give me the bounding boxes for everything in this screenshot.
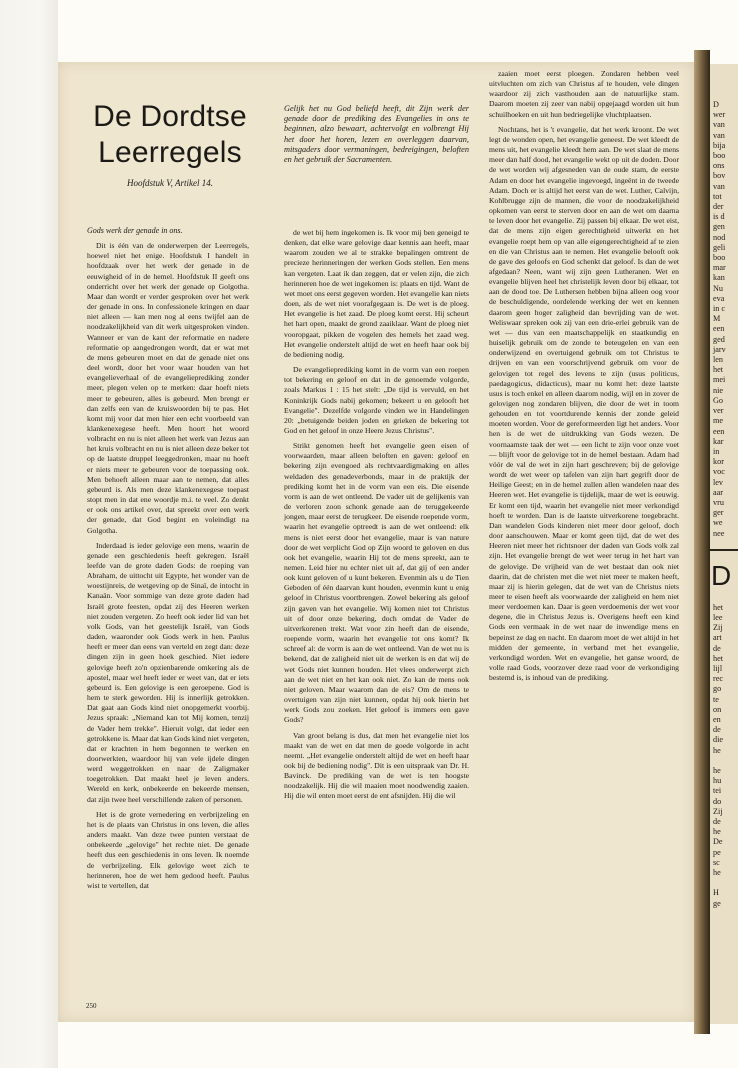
- paragraph: Strikt genomen heeft het evangelie geen eisen of voorwaarden, maar alleen beloften en gaven: geloof en bekering zijn evengoed als rechtvaardigmaking en alles weldaden des genadeverbonds, maar in de praktijk der prediking komt het in de vorm van een eis. Die eisende vorm is aan de wet ontleend. De vader uit de gelijkenis van de verloren zoon schonk genade aan de teruggekeerde jongen, maar eerst de terugkeer. De eisende roepende vorm, waarin het evangelie optreedt is aan de wet ontleend: elk mens is niet eerst door het evangelie, maar is van nature door de wet verplicht God op Zijn woord te geloven en dus ook het evangelie, waarin Hij tot de mens spreekt, aan te nemen. Leid hier nu echter niet uit af, dat gij of een ander ook kunt geloven of u kunt bekeren. Evenmin als u de Tien Geboden of één daarvan kunt houden, evenmin kunt u enig geloof in Christus voortbrengen. Zowel bekering als geloof zijn gaven van het evangelie. Wij komen niet tot Christus uit of door onze bekering, doch omdat de Vader de uitverkorenen trekt. Wat voor zin heeft dan de eisende, roepende vorm, waarin het evangelie tot ons komt? Ik schreef al: de vorm is aan de wet ontleend. Van de wet nu is bekend, dat de zaligheid niet uit de werken is en dat wij de wet Gods niet kunnen houden. Het vlees onderwerpt zich aan de wet niet en het kan ook niet. Zo kan de mens ook niet geloven. Maar waarom dan de eis? Om de mens te overtuigen van zijn niet kunnen, opdat hij ook hierin het werk Gods zou zoeken. Het geloof is immers een gave Gods?: [284, 441, 469, 725]
- next-page-fragment: de: [713, 643, 721, 653]
- next-page-fragment: die: [713, 735, 724, 745]
- next-page-fragment: ged: [713, 334, 725, 344]
- next-page-fragment: nod: [713, 232, 726, 242]
- next-page-fragment: het: [713, 365, 724, 375]
- paragraph: Inderdaad is ieder gelovige een mens, waarin de genade een geschiedenis heeft gekregen. Israël leefde van de grote daden Gods: de roeping van Abraham, de uittocht uit Egypte, het wonder van de woestijnreis, de wetgeving op de Sinaï, de intocht in Kanaän. Voor sommige van deze grote daden had Israël grote feesten, opdat zij des Heeren werken niet zouden vergeten. Zo heeft ook ieder lid van het volk Gods, van het geestelijk Israël, van Gods daden, waaronder ook Gods werk in hen. Paulus heeft er meer dan eens van verteld en zegt dan: deze dingen zijn in geen hoek geschied. Niet iedere gelovige heeft zo'n opzienbarende omkering als de apostel, maar wel heeft ieder er weet van, dat er iets gebeurd is. Een gelovige is een geroepene. God is hem te sterk geworden. Hij is innerlijk getrokken. Dat gaat aan Gods kind niet onopgemerkt voorbij. Jezus spraak: „Niemand kan tot Mij komen, tenzij de Vader hem trekke". Hieruit volgt, dat ieder een getrokkene is. Maar dat kan Gods kind niet vergeten, dat er krachten in hem begonnen te werken en doorwerkten, waardoor hij van vele ijdele dingen werd weggetrokken en naar de Zaligmaker toegetrokken. Dat maakt heel je leven anders. Wereld en kerk, onbekeerde en bekeerde mensen, dat zijn twee heel verschillende zaken of personen.: [87, 540, 249, 804]
- paragraph: De evangelieprediking komt in de vorm van een roepen tot bekering en geloof en dat in de genoemde volgorde, zoals Markus 1 : 15 het stelt: „De tijd is vervuld, en het Koninkrijk Gods nabij gekomen; bekeert u en gelooft het Evangelie". Dezelfde volgorde vinden we in Handelingen 20: „betuigende beiden joden en grieken de bekering tot God en het geloof in onze Heere Jezus Christus".: [284, 365, 469, 435]
- paragraph: Nochtans, het is 't evangelie, dat het werk kroont. De wet legt de wonden open, het evangelie geneest. De wet kleedt de mens uit, het evangelie kleedt hem aan. De wet slaat de mens meer dan half dood, het evangelie wekt op uit de doden. Door de wet worden wij afgesneden van de oude stam, de eerste Adam en door het evangelie ingevoegd, ingeënt in de tweede Adam. Doch er is altijd het eerst van de wet. Luther, Calvijn, Kohlbrugge zijn de mannen, die voor de noodzakelijkheid opkomen van eerst te sterven door en aan de wet om daarna te leven door het evangelie. Zij passen bij elkaar. De wet eist, dat de mens zijn eigen gerechtigheid uitwerkt en het evangelie roept hem op van alle eigengerechtigheid af te zien en die van Christus aan te nemen. Het evangelie belooft ook de gave des geloofs en God schenkt dat geloof. Is dan de wet afgedaan? Neen, want wij zijn geen Lutheranen. Wet en evangelie blijven heel het christelijk leven door bij elkaar, tot aan de dood toe. De Luthersen hebben bijna alleen oog voor de beschuldigende, oordelende werking der wet en kennen daarom geen hoger zaligheid dan bevrijding van de wet. Weliswaar spreken ook zij van een drie-erlei gebruik van de wet — dus van een maatschappelijk en staatkundig en huiselijk gebruik om de zonde te beteugelen en van een onderwijzend en overtuigend gebruik om tot Christus te drijven en van een voorschrijvend gebruik om voor de gelovigen tot regel des levens te zijn (usus politicus, paedagogicus, didacticus), maar nu komt het: deze laatste usus is toch enkel en alleen daarom nodig, wijl en in zover de gelovigen nog zondaren blijven, die door de wet in toom gehouden en tot voortdurende kennis der zonde geleid moeten worden. Voor de gereformeerden ligt het anders. Voor hen is de wet de uitdrukking van Gods wezen. De voornaamste taak der wet — een licht te zijn voor onze voet — blijft voor de gelovige tot in de hemel bestaan. Adam had vóór de val de wet in zijn hart geschreven; bij de gelovige wordt de wet weer op tafelen van zijn hart gegrift door de Heilige Geest; en in de hemel zullen allen wandelen naar des Heeren wet. Het evangelie is tijdelijk, maar de wet is eeuwig. Er komt een tijd, waarin het evangelie niet meer verkondigd hoeft te worden. Dan is de laatste uitverkorene toegebracht. Dan wandelen Gods kinderen niet meer door geloof, doch door aanschouwen. Maar er komt geen tijd, dat de wet des Heeren niet meer het richtsnoer der daden van Gods volk zal zijn. Het evangelie brengt de wet weer terug in het hart van de gelovige. De vrijheid van de wet bestaat dan ook niet daarin, dat de christen met die wet niet meer te maken heeft, maar zij is hierin gelegen, dat de wet van de Christus niets meer te eisen heeft als voorwaarde der zaligheid en hem niet meer verdoemen kan. Daar is geen verdoemenis der wet voor degene, die in Christus Jezus is. Overigens heeft een kind Gods een vermaak in de wet naar de inwendige mens en bepeinst ze dag en nacht. En daarom moet de wet altijd in het midden der gemeente, in verband met het evangelie, verkondigd worden. Wet en evangelie, het ganse woord, de volle raad Gods, voorzover deze raad voor de verkondiging bestemd is, is inhoud van de prediking.: [489, 124, 679, 683]
- next-page-fragment: [710, 756, 738, 766]
- next-page-edge: [710, 64, 738, 1024]
- next-page-fragment: het: [713, 653, 724, 663]
- next-page-big-letter: D: [711, 559, 732, 591]
- next-page-fragment: van: [713, 120, 725, 130]
- magazine-page: [58, 62, 694, 1022]
- next-page-fragment: Go: [713, 395, 724, 405]
- next-page-fragment: lev: [713, 477, 724, 487]
- next-page-fragment: een: [713, 426, 725, 436]
- next-page-fragment: Nu: [713, 283, 724, 293]
- next-page-fragment: he: [713, 765, 721, 775]
- next-page-fragment: De: [713, 837, 723, 847]
- next-page-fragment: in: [713, 446, 720, 456]
- next-page-fragment: pe: [713, 847, 721, 857]
- next-page-fragment: een: [713, 324, 725, 334]
- next-page-fragment: sc: [713, 857, 720, 867]
- next-page-fragment: ver: [713, 406, 724, 416]
- page-number: 250: [86, 1002, 97, 1010]
- next-page-fragment: we: [713, 518, 723, 528]
- article-subtitle: Hoofdstuk V, Artikel 14.: [127, 178, 213, 188]
- paragraph: Het is de grote vernedering en verbrijzeling en het is de plaats van Christus in ons leven, die alles anders maakt. Van deze twee punten verstaat de onbekeerde „gelovige" het rechte niet. De genade heeft dus een geschiedenis in ons leven. Ik noemde de verbrijzeling. Elk gelovige weet zich te herinneren, hoe de wet hem gedood heeft. Paulus wist te vertellen, dat: [87, 809, 249, 890]
- paragraph: de wet bij hem ingekomen is. Ik voor mij ben geneigd te denken, dat elke ware gelovige daar kennis aan heeft, maar waarom zouden we al te strakke bepalingen omtrent de precieze herinneringen der werken Gods stellen. Een mens kan vergeten. Laat ik dan zeggen, dat er velen zijn, die zich herinneren hoe de wet ingekomen is: plaats en tijd. Want de wet moet ons eerst gegeven worden. Het evangelie kan niets doen, als de wet niet voorafgegaan is. De wet is de ploeg. Het evangelie is het zaad. De ploeg komt eerst. Hij scheurt het hart open, maakt de grond zaaiklaar. Want de ploeg niet vooropgaat, pikken de vogelen des hemels het zaad weg. Het evangelie onderstelt altijd de wet en heeft haar ook bij de bediening nodig.: [284, 228, 469, 359]
- next-page-fragment: do: [713, 796, 722, 806]
- next-page-fragment: on: [713, 704, 722, 714]
- next-page-fragment: in c: [713, 304, 726, 314]
- next-page-fragment: aar: [713, 487, 723, 497]
- title-line-1: De Dordtse: [93, 100, 247, 133]
- paragraph: Van groot belang is dus, dat men het evangelie niet los maakt van de wet en dat men de goede volgorde in acht neemt. „Het evangelie onderstelt altijd de wet en heeft haar ook bij de bediening nodig". Dit is een uitspraak van Dr. H. Bavinck. De prediking van de wet is ten hoogste noodzakelijk. Hij die wil maaien moet noodwendig zaaien. Hij die wil enten moet eerst de ent afsnijden. Hij die wil: [284, 730, 469, 801]
- next-page-fragment: he: [713, 868, 721, 878]
- paragraph: zaaien moet eerst ploegen. Zondaren hebben veel uitvluchten om zich van Christus af te houden, vele dingen waardoor zij zich vasthouden aan de natuurlijke stam. Daarom moeten zij zeer van nabij opgejaagd worden uit hun schuilhoeken en uit hun bedriegelijke vluchtplaatsen.: [489, 69, 679, 119]
- next-page-fragment: len: [713, 355, 724, 365]
- column-3: [489, 69, 679, 683]
- next-page-fragment: he: [713, 745, 721, 755]
- next-page-fragment: lijl: [713, 663, 723, 673]
- next-page-fragment: H: [713, 888, 719, 898]
- next-page-fragment: nee: [713, 528, 725, 538]
- next-page-fragment: te: [713, 694, 719, 704]
- next-page-fragment: voc: [713, 467, 725, 477]
- next-page-fragment: M: [713, 314, 721, 324]
- next-page-fragment: van: [713, 130, 725, 140]
- next-page-rule: [710, 549, 738, 551]
- next-page-fragment: is d: [713, 212, 725, 222]
- next-page-fragment: gen: [713, 222, 725, 232]
- next-page-fragment: vru: [713, 497, 724, 507]
- section-heading: Gods werk der genade in ons.: [87, 226, 183, 235]
- next-page-top-fragments: [710, 64, 738, 539]
- next-page-fragment: kar: [713, 436, 724, 446]
- next-page-fragment: he: [713, 827, 721, 837]
- next-page-fragment: jarv: [713, 344, 726, 354]
- next-page-fragment: art: [713, 633, 722, 643]
- next-page-fragment: der: [713, 202, 724, 212]
- next-page-fragment: hu: [713, 776, 722, 786]
- next-page-fragment: ge: [713, 898, 721, 908]
- next-page-fragment: geli: [713, 242, 726, 252]
- next-page-fragment: het: [713, 602, 724, 612]
- next-page-fragment: lee: [713, 612, 723, 622]
- next-page-fragment: boo: [713, 253, 726, 263]
- next-page-bottom-fragments: [710, 599, 738, 909]
- next-page-fragment: tot: [713, 191, 722, 201]
- next-page-fragment: rec: [713, 674, 723, 684]
- next-page-fragment: mei: [713, 375, 726, 385]
- next-page-fragment: mar: [713, 263, 726, 273]
- next-page-fragment: van: [713, 181, 725, 191]
- next-page-fragment: wer: [713, 110, 726, 120]
- next-page-fragment: boo: [713, 151, 726, 161]
- next-page-fragment: ger: [713, 508, 724, 518]
- next-page-fragment: tei: [713, 786, 722, 796]
- next-page-fragment: Zij: [713, 806, 723, 816]
- next-page-fragment: bija: [713, 140, 726, 150]
- next-page-fragment: eva: [713, 293, 725, 303]
- next-page-fragment: de: [713, 817, 721, 826]
- next-page-fragment: D: [713, 100, 719, 109]
- column-2: [284, 228, 469, 802]
- next-page-fragment: bov: [713, 171, 726, 181]
- next-page-fragment: en: [713, 714, 721, 724]
- next-page-fragment: nie: [713, 385, 724, 395]
- article-title: [80, 99, 260, 171]
- scan-margin: [0, 0, 58, 1068]
- next-page-fragment: kan: [713, 273, 725, 283]
- next-page-fragment: Zij: [713, 623, 723, 633]
- next-page-fragment: me: [713, 416, 724, 426]
- next-page-fragment: [710, 878, 738, 888]
- next-page-fragment: de: [713, 725, 721, 735]
- book-gutter: [694, 50, 710, 1034]
- next-page-fragment: ons: [713, 161, 725, 171]
- title-line-2: Leerregels: [98, 136, 242, 169]
- next-page-fragment: kor: [713, 457, 724, 467]
- paragraph: Dit is één van de onderwerpen der Leerregels, hoewel niet het enige. Hoofdstuk I handelt in hoofdzaak over het werk der genade in de eeuwigheid of in de hemel. Hoofdstuk II geeft ons onderricht over het werk der genade op Golgotha. Maar dan wordt er verder gesproken over het werk der genade in ons. In confessionele kringen en daar niet alleen — kan men nog al eens twijfel aan de noodzakelijkheid van dit werk uitgesproken vinden. Wanneer er van de kant der reformatie en nadere reformatie op aangedrongen wordt, dat er wat met de mens gebeuren moet en dat de genade niet ons deel wordt, door het voor waar houden van het evangelieverhaal of de evangelieprediking zonder meer, plegen velen op te merken: daar hoeft niets meer te gebeuren, alles is gebeurd. Men brengt er dan zelfs een van de kruiswoorden bij te pas. Het komt mij voor dat men hier een echt voorbeeld van klankenexegese heeft. Men hoort het woord volbracht en nu is niet alleen het werk van Jezus aan het kruis volbracht en nu is niet alleen deze beker tot op de laatste druppel leeggedronken, maar nu hoeft er niets meer te gebeuren voor de toepassing ook. Men behoeft alleen maar aan te nemen, dat alles gebeurd is. Als men deze klankenexegese toepast stopt men in dat ene woordje m.i. te veel. Zo denkt er ook ons artikel over, dat spreekt over een werk der genade, dat God begint en voleindigt na Golgotha.: [87, 241, 249, 535]
- next-page-fragment: go: [713, 684, 722, 694]
- article-motto: Gelijk het nu God beliefd heeft, dit Zijn werk der genade door de prediking des Evangelies in ons te beginnen, alzo bewaart, achtervolgt en volbrengt Hij het door het horen, lezen en overleggen daarvan, mitsgaders door vermaningen, bedreigingen, beloften en het gebruik der Sacramenten.: [284, 104, 469, 165]
- column-1: [87, 226, 249, 891]
